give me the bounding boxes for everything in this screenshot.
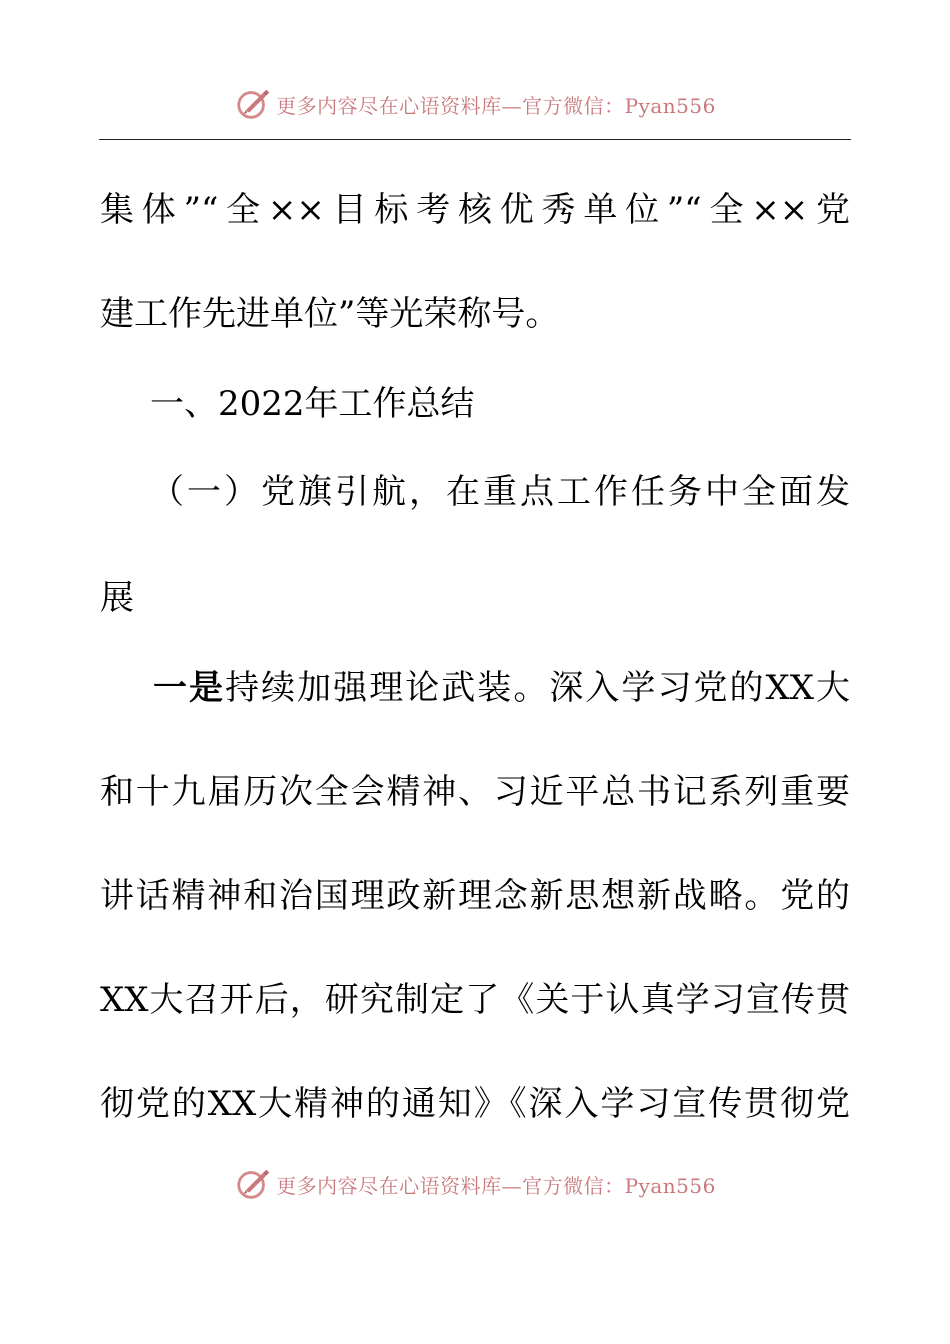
header-watermark xyxy=(0,82,950,126)
bold-lead: 一是 xyxy=(153,668,226,708)
pen-logo-icon xyxy=(234,1165,272,1203)
paragraph-line-3: 讲话精神和治国理政新理念新思想新战略。党的 xyxy=(100,876,850,916)
watermark-text: 更多内容尽在心语资料库—官方微信：Pyan556 xyxy=(276,93,716,118)
paragraph-line-2: 和十九届历次全会精神、习近平总书记系列重要 xyxy=(100,772,850,812)
paragraph-line-5: 彻党的XX大精神的通知》《深入学习宣传贯彻党 xyxy=(100,1084,850,1124)
paragraph-line-1-text: 持续加强理论武装。深入学习党的XX大 xyxy=(225,668,851,708)
section-heading: 一、2022年工作总结 xyxy=(150,384,475,424)
subsection-heading-line-1: （一）党旗引航，在重点工作任务中全面发 xyxy=(150,472,850,512)
paragraph-line-1 xyxy=(153,658,850,718)
footer-watermark xyxy=(0,1162,950,1206)
header-rule xyxy=(99,139,851,140)
subsection-heading-line-2: 展 xyxy=(100,578,134,618)
paragraph-line-4: XX大召开后，研究制定了《关于认真学习宣传贯 xyxy=(100,980,850,1020)
body-line-2: 建工作先进单位”等光荣称号。 xyxy=(100,294,560,334)
watermark-text: 更多内容尽在心语资料库—官方微信：Pyan556 xyxy=(276,1173,716,1198)
pen-logo-icon xyxy=(234,85,272,123)
body-line-1: 集体”“全××目标考核优秀单位”“全××党 xyxy=(100,190,850,230)
